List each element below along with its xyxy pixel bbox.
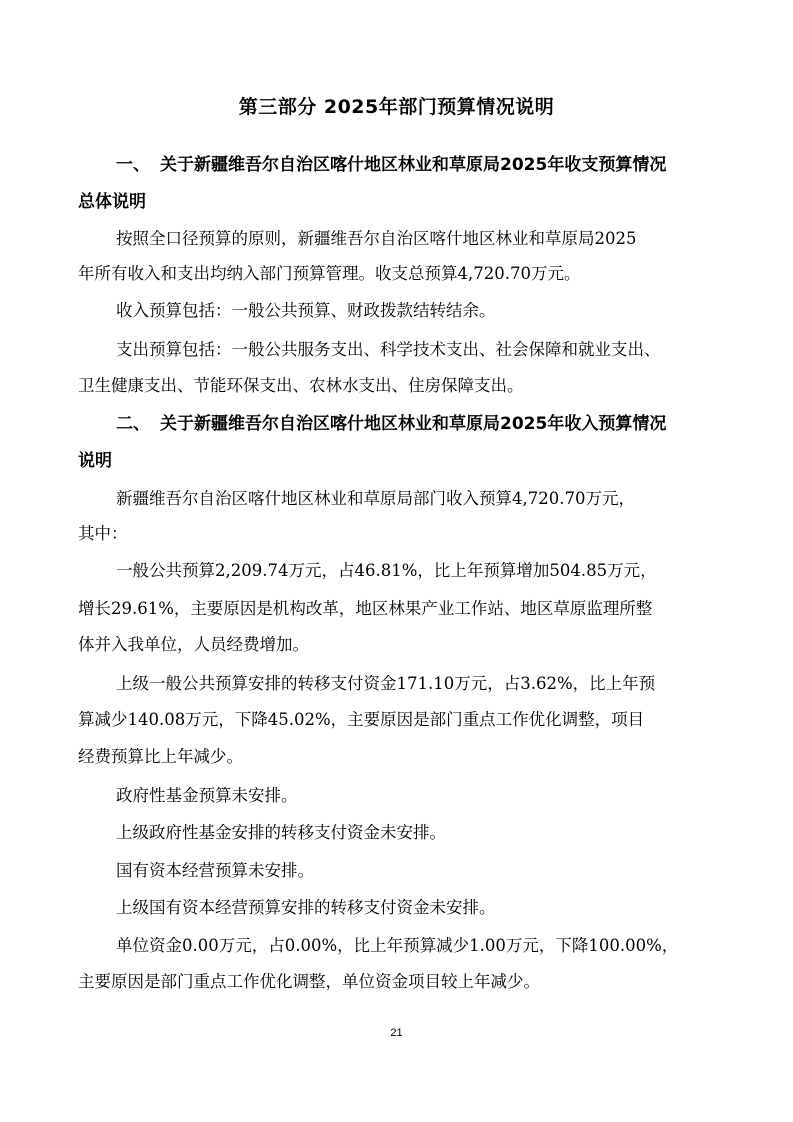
section-1-paragraph-3-line-1: 支出预算包括：一般公共服务支出、科学技术支出、社会保障和就业支出、	[116, 340, 661, 359]
section-2-paragraph-8-line-2: 主要原因是部门重点工作优化调整，单位资金项目较上年减少。	[78, 972, 540, 991]
section-2-heading-line-2: 说明	[78, 451, 112, 471]
section-2-paragraph-8-line-1: 单位资金0.00万元，占0.00%，比上年预算减少1.00万元，下降100.00%，	[116, 936, 679, 955]
section-1-heading	[78, 151, 666, 179]
section-2-heading	[78, 410, 666, 438]
section-1-heading-line-1: 关于新疆维吾尔自治区喀什地区林业和草原局2025年收支预算情况	[160, 155, 667, 175]
section-2-paragraph-3-line-1: 上级一般公共预算安排的转移支付资金171.10万元，占3.62%，比上年预	[116, 674, 656, 693]
section-2-heading-line-1: 关于新疆维吾尔自治区喀什地区林业和草原局2025年收入预算情况	[160, 414, 667, 434]
section-2-paragraph-4: 政府性基金预算未安排。	[116, 786, 298, 805]
section-2-paragraph-2-line-3: 体并入我单位，人员经费增加。	[78, 635, 309, 654]
section-1-paragraph-1-line-1: 按照全口径预算的原则，新疆维吾尔自治区喀什地区林业和草原局2025	[116, 229, 637, 248]
section-2-paragraph-3-line-3: 经费预算比上年减少。	[78, 747, 243, 766]
section-2-paragraph-7: 上级国有资本经营预算安排的转移支付资金未安排。	[116, 898, 496, 917]
section-1-paragraph-3-line-2: 卫生健康支出、节能环保支出、农林水支出、住房保障支出。	[78, 376, 524, 395]
section-1-paragraph-1-line-2: 年所有收入和支出均纳入部门预算管理。收支总预算4,720.70万元。	[78, 264, 581, 283]
section-2-number: 二、	[116, 414, 150, 434]
section-1-paragraph-2-line-1: 收入预算包括：一般公共预算、财政拨款结转结余。	[116, 301, 496, 320]
section-2-paragraph-1-line-1: 新疆维吾尔自治区喀什地区林业和草原局部门收入预算4,720.70万元，	[116, 489, 635, 508]
section-2-paragraph-2-line-2: 增长29.61%，主要原因是机构改革，地区林果产业工作站、地区草原监理所整	[78, 599, 653, 618]
section-2-paragraph-6: 国有资本经营预算未安排。	[116, 861, 314, 880]
section-2-paragraph-3-line-2: 算减少140.08万元，下降45.02%，主要原因是部门重点工作优化调整，项目	[78, 710, 645, 729]
section-1-number: 一、	[116, 155, 150, 175]
page-number: 21	[390, 1027, 403, 1039]
section-2-paragraph-5: 上级政府性基金安排的转移支付资金未安排。	[116, 823, 446, 842]
page-title: 第三部分 2025年部门预算情况说明	[238, 96, 555, 118]
section-2-paragraph-2-line-1: 一般公共预算2,209.74万元，占46.81%，比上年预算增加504.85万元，	[116, 561, 657, 580]
section-2-paragraph-1-line-2: 其中：	[78, 524, 128, 543]
section-1-heading-line-2: 总体说明	[78, 192, 146, 212]
